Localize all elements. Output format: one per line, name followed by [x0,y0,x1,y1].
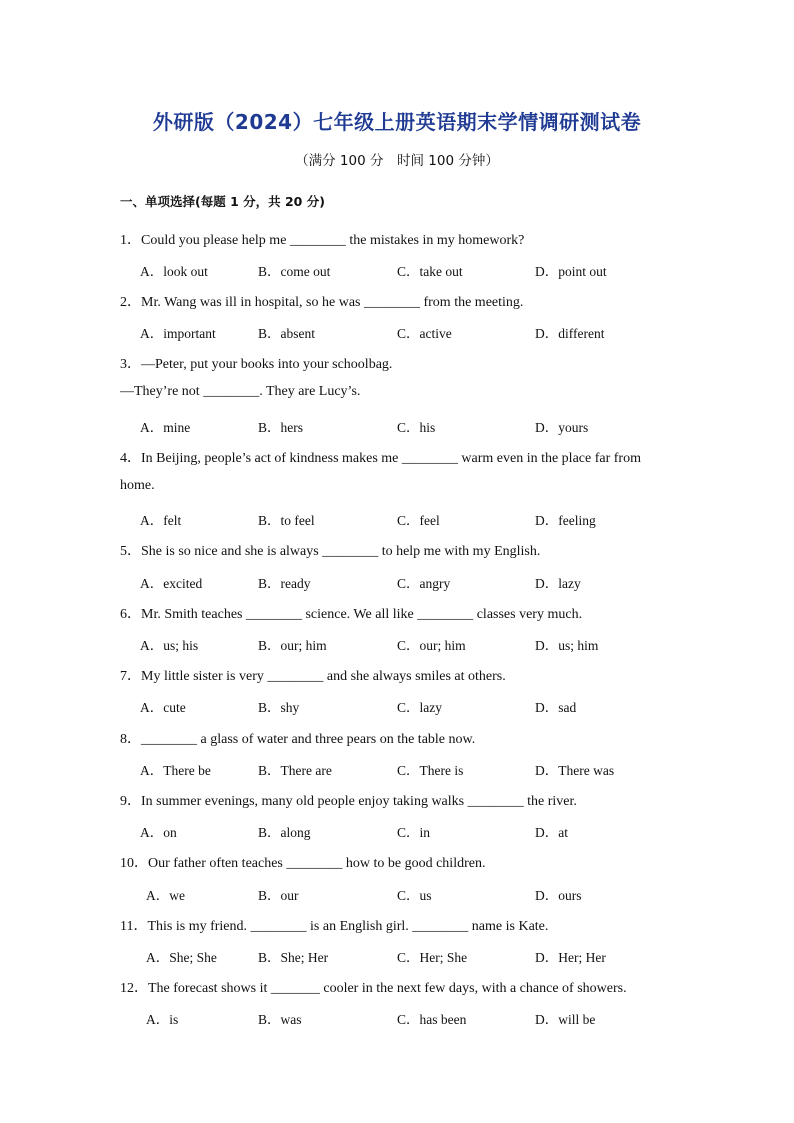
option: B．ready [258,576,311,591]
option: B．to feel [258,513,315,528]
question-text: 8．________ a glass of water and three pears on the table now. [120,732,476,747]
question-text: 4．In Beijing, people’s act of kindness makes me ________ warm even in the place far from [120,451,641,466]
question-text-cont: —They’re not ________. They are Lucy’s. [120,384,361,399]
option: B．There are [258,763,332,778]
option: D．There was [535,763,615,778]
option: A．mine [140,420,191,435]
option: B．absent [258,326,315,341]
option: D．sad [535,700,577,715]
option: B．along [258,825,311,840]
question-text: 6．Mr. Smith teaches ________ science. We all like ________ classes very much. [120,607,583,622]
question-text: 10．Our father often teaches ________ how to be good children. [120,856,486,871]
question-text-cont: home. [120,478,155,493]
section-heading: 一、单项选择(每题 1 分，共 20 分) [120,194,325,209]
option: B．She; Her [258,950,329,965]
option: C．There is [397,763,464,778]
option: B．come out [258,264,331,279]
option: D．different [535,326,605,341]
option: B．was [258,1012,302,1027]
option: A．excited [140,576,203,591]
option: C．us [397,888,432,903]
question-text: 5．She is so nice and she is always ________ to help me with my English. [120,544,541,559]
question-text: 7．My little sister is very ________ and she always smiles at others. [120,669,506,684]
question-text: 2．Mr. Wang was ill in hospital, so he was ________ from the meeting. [120,295,524,310]
option: B．our; him [258,638,327,653]
option: A．There be [140,763,211,778]
option: D．yours [535,420,589,435]
option: B．shy [258,700,300,715]
option: C．our; him [397,638,466,653]
option: D．us; him [535,638,599,653]
option: D．lazy [535,576,581,591]
option: B．hers [258,420,303,435]
option: D．point out [535,264,607,279]
option: A．on [140,825,177,840]
option: C．take out [397,264,463,279]
question-text: 11．This is my friend. ________ is an English girl. ________ name is Kate. [120,919,549,934]
option: D．feeling [535,513,596,528]
option: C．feel [397,513,440,528]
option: B．our [258,888,299,903]
option: D．Her; Her [535,950,606,965]
option: A．felt [140,513,182,528]
option: C．active [397,326,452,341]
option: A．cute [140,700,186,715]
option: C．in [397,825,431,840]
question-text: 3．—Peter, put your books into your schoolbag. [120,357,393,372]
option: A．us; his [140,638,199,653]
question-text: 12．The forecast shows it _______ cooler in the next few days, with a chance of showers. [120,981,627,996]
option: A．we [146,888,185,903]
option: D．will be [535,1012,596,1027]
question-text: 9．In summer evenings, many old people enjoy taking walks ________ the river. [120,794,577,809]
option: A．is [146,1012,179,1027]
option: D．ours [535,888,582,903]
option: A．important [140,326,216,341]
option: C．Her; She [397,950,468,965]
option: A．She; She [146,950,217,965]
question-text: 1．Could you please help me ________ the mistakes in my homework? [120,233,525,248]
page-subtitle: （满分 100 分 时间 100 分钟） [295,153,499,169]
option: C．his [397,420,436,435]
option: D．at [535,825,568,840]
page-title: 外研版（2024）七年级上册英语期末学情调研测试卷 [152,110,642,134]
option: C．lazy [397,700,442,715]
option: C．has been [397,1012,467,1027]
option: C．angry [397,576,451,591]
option: A．look out [140,264,208,279]
